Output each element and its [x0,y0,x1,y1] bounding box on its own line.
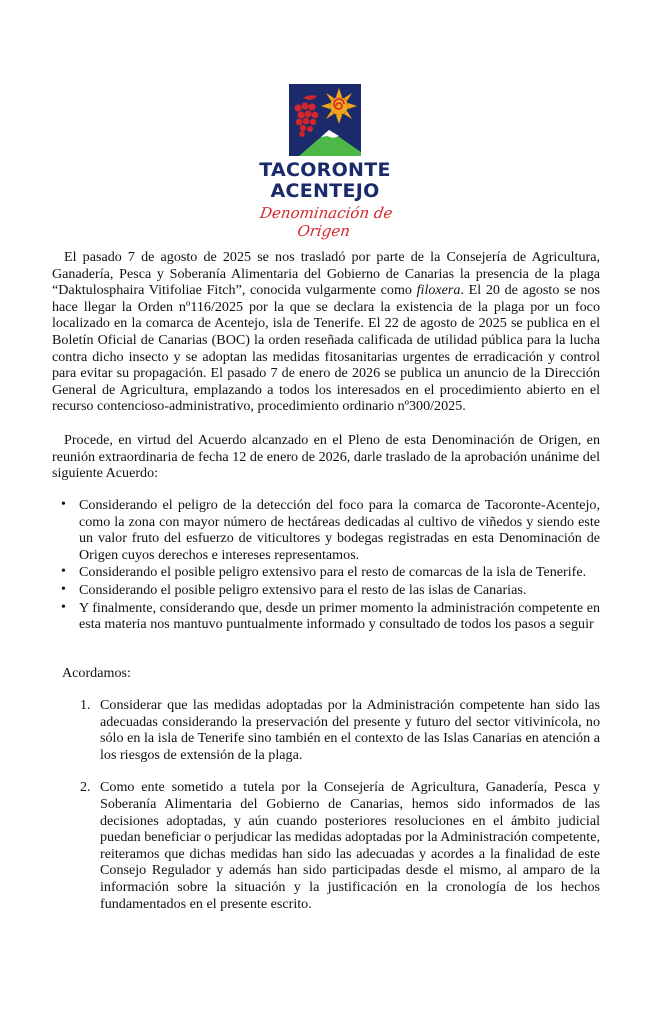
do-emblem-icon [289,84,361,156]
intro-text-part2: . El 20 de agosto se nos hace llegar la Orden nº116/2025 por la que se declara la existencia de la plaga por un foco localizado en la comarca de Acentejo, isla de Tenerife. El 22 de agosto de 2025 se publica en el Boletín Oficial de Canarias (BOC) la orden reseñada calificada de utilidad pública para la lucha contra dicho insecto y se adoptan las medidas fitosanitarias urgentes de erradicación y control para evitar su propagación. El pasado 7 de enero de 2026 se publica un anuncio de la Dirección General de Agricultura, emplazando a todos los interesados en el procedimiento abierto en el recurso contencioso-administrativo, procedimiento ordinario nº300/2025. [52,282,601,415]
agreements-list [80,697,600,912]
procede-paragraph: Procede, en virtud del Acuerdo alcanzado en el Pleno de esta Denominación de Origen, en reunión extraordinaria de fecha 12 de enero de 2026, darle traslado de la aprobación unánime del siguiente Acuerdo: [52,432,600,482]
intro-text-part1: El pasado 7 de agosto de 2025 se nos trasladó por parte de la Consejería de Agricultura, Ganadería, Pesca y Soberanía Alimentaria del Gobierno de Canarias la presencia de la plaga “Daktulosphaira Vitifoliae Fitch”, conocida vulgarmente como [52,249,600,299]
consideration-item: • Considerando el posible peligro extensivo para el resto de las islas de Canarias. [52,582,600,599]
consideration-item: • Considerando el posible peligro extensivo para el resto de comarcas de la isla de Tenerife. [52,564,600,581]
agreement-item [80,779,600,912]
acordamos-heading: Acordamos: [62,665,131,681]
agreement-item [80,697,600,763]
logo-name-line1: TACORONTE [259,159,391,181]
agreement-text: Como ente sometido a tutela por la Consejería de Agricultura, Ganadería, Pesca y Soberanía Alimentaria del Gobierno de Canarias, hemos sido informados de las decisiones adoptadas, y aún cuando posteriores resoluciones en el ámbito judicial puedan beneficiar o perjudicar las medidas adoptadas por la Administración competente, reiteramos que dichas medidas han sido las adecuadas y acordes a la finalidad de este Consejo Regulador y además han sido participadas desde el mismo, al amparo de la información sobre la situación y la justificación en la cronología de los hechos fundamentados en el presente escrito. [100,779,600,912]
agreement-text: Considerar que las medidas adoptadas por la Administración competente han sido las adecuadas considerando la preservación del presente y futuro del sector vitivinícola, no sólo en la isla de Tenerife sino también en el contexto de las Islas Canarias en atención a los riesgos de extensión de la plaga. [100,697,600,763]
logo-tagline: Denominación de Origen [258,204,394,240]
logo-name [240,160,410,202]
consideration-item: • Considerando el peligro de la detección del foco para la comarca de Tacoronte-Acentejo, como la zona con mayor número de hectáreas dedicadas al cultivo de viñedos y siendo este un valor fruto del esfuerzo de viticultores y bodegas registradas en esta Denominación de Origen cuyos derechos e intereses representamos. [52,497,600,563]
logo-name-line2: ACENTEJO [270,180,380,202]
tacoronte-acentejo-logo [240,84,410,240]
intro-paragraph [52,249,600,415]
considerations-list [52,497,600,634]
agreement-number: 2. [80,779,91,796]
agreement-number: 1. [80,697,91,713]
filoxera-term: filoxera [416,282,461,299]
consideration-item: • Y finalmente, considerando que, desde un primer momento la administración competente en esta materia nos mantuvo puntualmente informado y consultado de todos los pasos a seguir [52,600,600,633]
